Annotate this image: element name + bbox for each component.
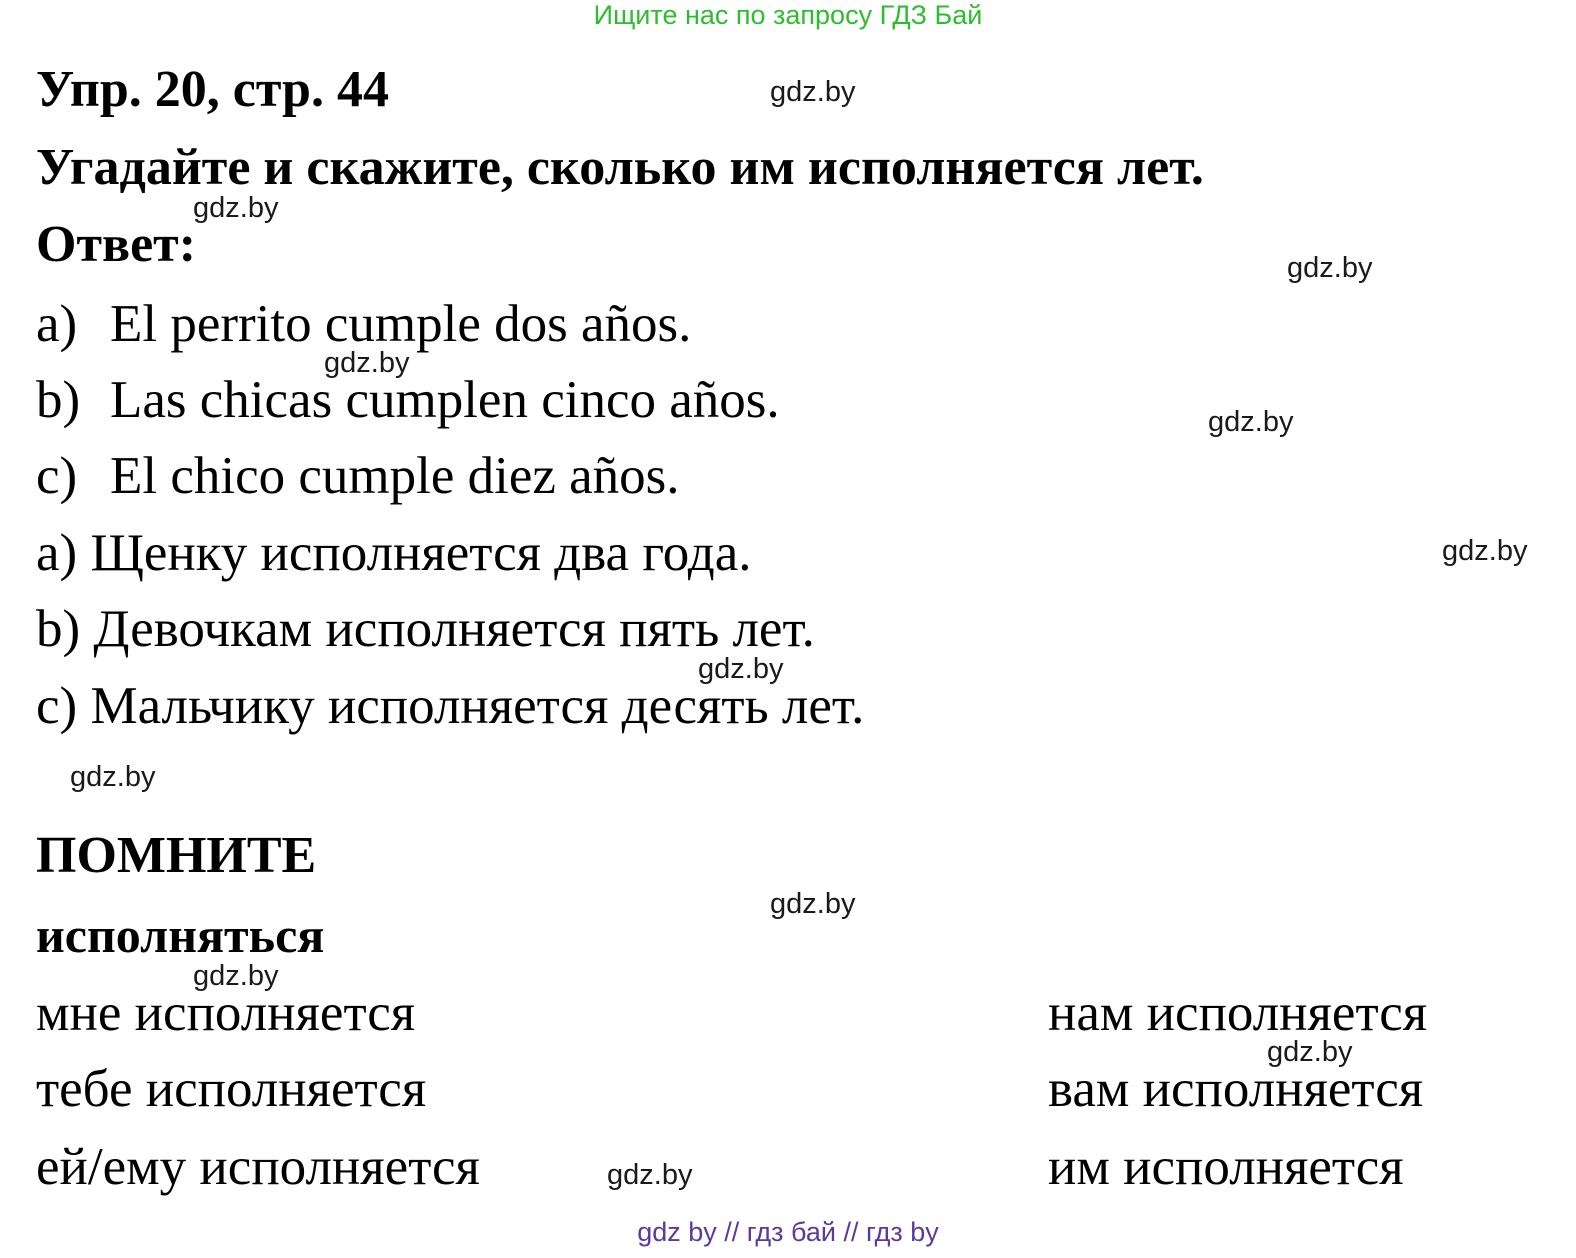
conjugation-singular-3: ей/ему исполняется (36, 1138, 480, 1196)
spanish-answer-a (36, 294, 691, 354)
watermark: gdz.by (1287, 252, 1373, 284)
watermark: gdz.by (1267, 1036, 1353, 1068)
watermark: gdz.by (1208, 406, 1294, 438)
conjugation-plural-2: вам исполняется (1048, 1060, 1424, 1118)
answer-marker: b) (36, 371, 81, 429)
verb-heading: исполняться (36, 907, 325, 963)
russian-answer-c (36, 676, 864, 736)
answer-text: El perrito cumple dos años. (110, 295, 692, 353)
answer-marker: c) (36, 447, 78, 505)
answer-label: Ответ: (36, 216, 197, 273)
conjugation-singular-1: мне исполняется (36, 984, 416, 1042)
spanish-answer-b (36, 370, 780, 430)
answer-text: Las chicas cumplen cinco años. (110, 371, 780, 429)
answer-marker: a) (36, 295, 78, 353)
answer-text: Щенку исполняется два года. (90, 524, 752, 582)
remember-heading: ПОМНИТЕ (36, 827, 317, 884)
answer-marker: a) (36, 524, 78, 582)
conjugation-plural-1: нам исполняется (1048, 984, 1428, 1042)
watermark: gdz.by (607, 1159, 693, 1191)
conjugation-singular-2: тебе исполняется (36, 1060, 427, 1118)
answer-marker: c) (36, 677, 78, 735)
task-text: Угадайте и скажите, сколько им исполняется лет. (36, 139, 1204, 196)
watermark: gdz.by (70, 761, 156, 793)
answer-marker: b) (36, 600, 81, 658)
answer-text: Мальчику исполняется десять лет. (90, 677, 865, 735)
watermark: gdz.by (1442, 535, 1528, 567)
watermark: gdz.by (324, 347, 410, 379)
exercise-title: Упр. 20, стр. 44 (36, 61, 389, 118)
watermark: gdz.by (770, 76, 856, 108)
answer-text: El chico cumple diez años. (110, 447, 680, 505)
watermark: gdz.by (193, 960, 279, 992)
answer-text: Девочкам исполняется пять лет. (93, 600, 815, 658)
top-banner: Ищите нас по запросу ГДЗ Бай (593, 0, 983, 30)
russian-answer-b (36, 599, 815, 659)
watermark: gdz.by (193, 192, 279, 224)
watermark: gdz.by (770, 888, 856, 920)
footer-text: gdz by // гдз бай // гдз by (637, 1217, 939, 1247)
spanish-answer-c (36, 446, 680, 506)
watermark: gdz.by (698, 653, 784, 685)
conjugation-plural-3: им исполняется (1048, 1138, 1404, 1196)
russian-answer-a (36, 523, 751, 583)
